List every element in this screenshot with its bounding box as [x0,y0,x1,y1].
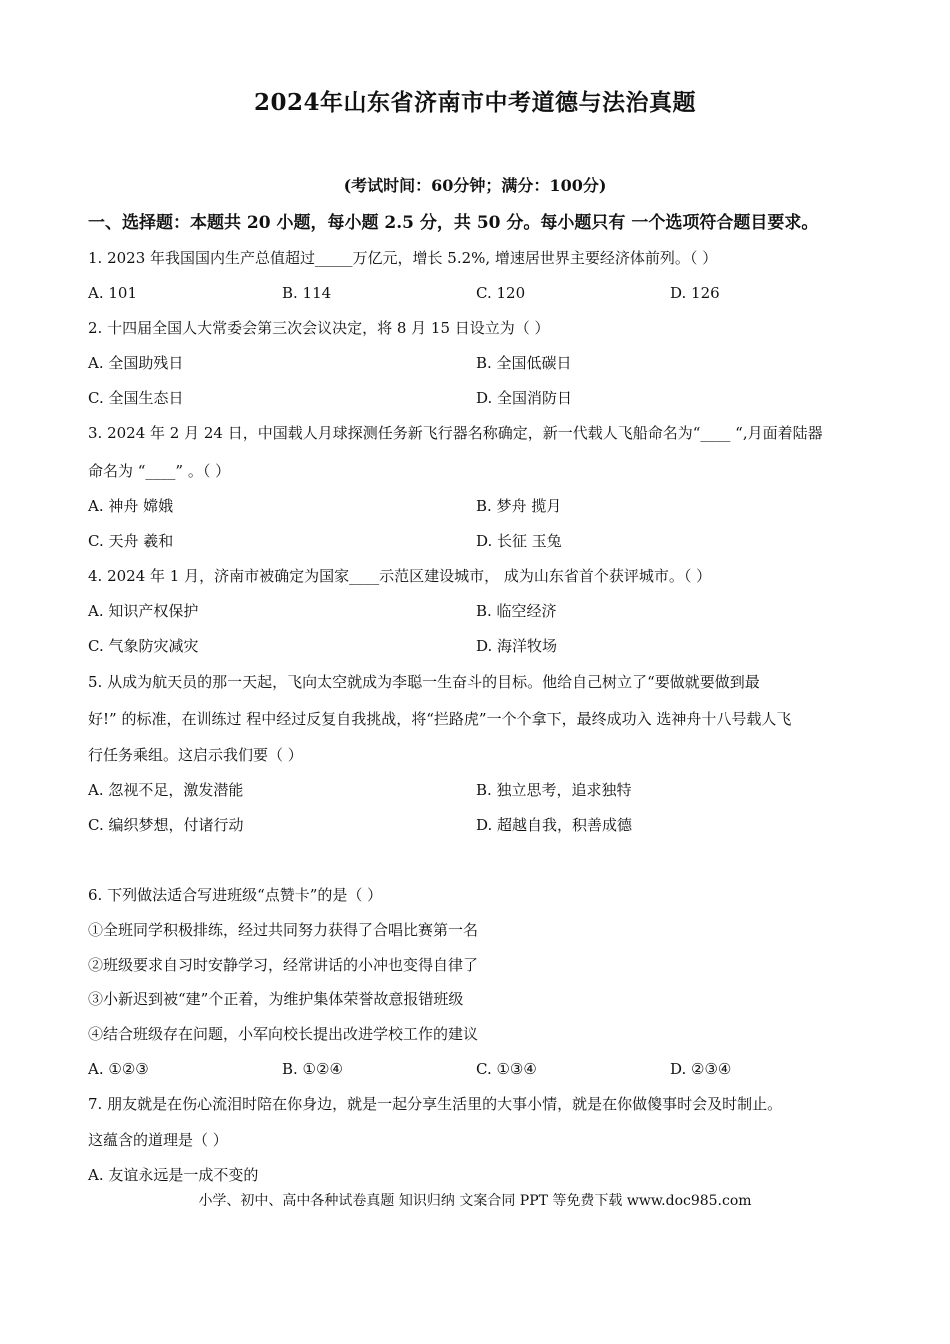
question-6-statement-2: ②班级要求自习时安静学习，经常讲话的小冲也变得自律了 [88,956,479,974]
question-3-option-b: B. 梦舟 揽月 [476,497,562,515]
exam-info: (考试时间：60分钟；满分：100分) [343,176,607,195]
question-2-option-c: C. 全国生态日 [88,389,184,407]
question-3-option-c: C. 天舟 羲和 [88,532,174,550]
question-3-option-a: A. 神舟 嫦娥 [88,497,174,515]
question-4-stem: 4. 2024 年 1 月，济南市被确定为国家____示范区建设城市， 成为山东省首个获评城市。（ ） [88,567,712,585]
question-2-stem: 2. 十四届全国人大常委会第三次会议决定，将 8 月 15 日设立为（ ） [88,319,550,337]
question-5-option-b: B. 独立思考，追求独特 [476,781,632,799]
question-5-option-a: A. 忽视不足，激发潜能 [88,781,244,799]
question-5-stem-line-3: 行任务乘组。这启示我们要（ ） [88,746,303,764]
question-2-option-d: D. 全国消防日 [476,389,573,407]
question-1-option-a: A. 101 [88,284,137,302]
question-4-option-d: D. 海洋牧场 [476,637,558,655]
question-1-option-c: C. 120 [476,284,526,302]
footer-text: 小学、初中、高中各种试卷真题 知识归纳 文案合同 PPT 等免费下载 www.doc985.com [198,1193,752,1209]
question-6-statement-1: ①全班同学积极排练，经过共同努力获得了合唱比赛第一名 [88,921,479,939]
question-4-option-c: C. 气象防灾减灾 [88,637,199,655]
question-1-option-b: B. 114 [282,284,332,302]
question-7-stem-line-2: 这蕴含的道理是（ ） [88,1131,228,1149]
question-7-option-a: A. 友谊永远是一成不变的 [88,1166,259,1184]
question-3-stem-line-1: 3. 2024 年 2 月 24 日，中国载人月球探测任务新飞行器名称确定，新一代载人飞船命名为“____ “,月面着陆器 [88,424,823,442]
question-4-option-a: A. 知识产权保护 [88,602,199,620]
question-5-option-c: C. 编织梦想，付诸行动 [88,816,244,834]
page-title: 2024年山东省济南市中考道德与法治真题 [253,89,696,116]
question-6-option-a: A. ①②③ [88,1060,149,1078]
question-7-stem-line-1: 7. 朋友就是在伤心流泪时陪在你身边，就是一起分享生活里的大事小情，就是在你做傻事时会及时制止。 [88,1095,783,1113]
question-5-option-d: D. 超越自我，积善成德 [476,816,633,834]
question-6-stem: 6. 下列做法适合写进班级“点赞卡”的是（ ） [88,886,383,904]
question-6-option-d: D. ②③④ [670,1060,732,1078]
question-1-option-d: D. 126 [670,284,720,302]
question-2-option-a: A. 全国助残日 [88,354,184,372]
question-6-statement-3: ③小新迟到被“建”个正着，为维护集体荣誉故意报错班级 [88,990,464,1008]
question-2-option-b: B. 全国低碳日 [476,354,572,372]
question-6-option-c: C. ①③④ [476,1060,537,1078]
question-3-stem-line-2: 命名为 “____” 。（ ） [88,462,231,480]
question-1-stem: 1. 2023 年我国国内生产总值超过_____万亿元，增长 5.2%, 增速居世界主要经济体前列。（ ） [88,249,718,267]
question-6-option-b: B. ①②④ [282,1060,343,1078]
question-3-option-d: D. 长征 玉兔 [476,532,562,550]
section-heading: 一、选择题：本题共 20 小题，每小题 2.5 分，共 50 分。每小题只有 一个选项符合题目要求。 [88,213,819,233]
question-4-option-b: B. 临空经济 [476,602,557,620]
question-5-stem-line-2: 好!” 的标准，在训练过 程中经过反复自我挑战，将“拦路虎”一个个拿下，最终成功入 选神舟十八号载人飞 [88,710,792,728]
question-5-stem-line-1: 5. 从成为航天员的那一天起，飞向太空就成为李聪一生奋斗的目标。他给自己树立了“要做就要做到最 [88,673,760,691]
question-6-statement-4: ④结合班级存在问题，小军向校长提出改进学校工作的建议 [88,1025,479,1043]
